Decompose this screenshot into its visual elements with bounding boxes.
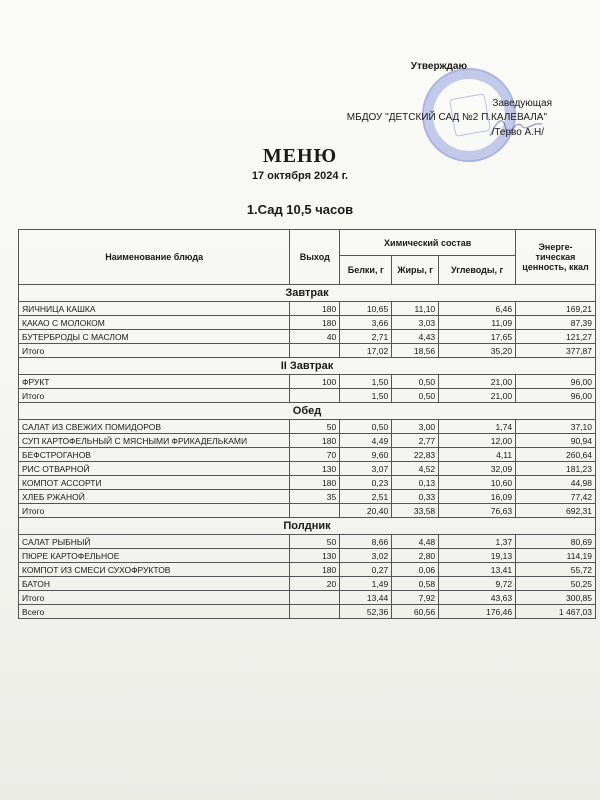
- dish-name: СУП КАРТОФЕЛЬНЫЙ С МЯСНЫМИ ФРИКАДЕЛЬКАМИ: [19, 434, 290, 448]
- dish-protein: 3,07: [340, 462, 392, 476]
- dish-energy: 37,10: [516, 420, 596, 434]
- dish-output: 35: [290, 490, 340, 504]
- menu-table-body: [19, 285, 596, 619]
- dish-energy: 55,72: [516, 563, 596, 577]
- total-carbs: 43,63: [439, 591, 516, 605]
- dish-protein: 9,60: [340, 448, 392, 462]
- total-output-empty: [290, 389, 340, 403]
- dish-energy: 96,00: [516, 375, 596, 389]
- dish-protein: 0,27: [340, 563, 392, 577]
- total-output-empty: [290, 591, 340, 605]
- dish-carbs: 1,37: [439, 535, 516, 549]
- dish-carbs: 11,09: [439, 316, 516, 330]
- dish-output: 40: [290, 330, 340, 344]
- dish-fat: 11,10: [392, 302, 439, 316]
- total-label: Итого: [19, 504, 290, 518]
- dish-protein: 3,66: [340, 316, 392, 330]
- dish-fat: 0,58: [392, 577, 439, 591]
- dish-carbs: 4,11: [439, 448, 516, 462]
- grand-total-energy: 1 467,03: [516, 605, 596, 619]
- total-fat: 0,50: [392, 389, 439, 403]
- dish-fat: 4,52: [392, 462, 439, 476]
- table-row: [19, 375, 596, 389]
- dish-output: 180: [290, 302, 340, 316]
- section-header-row: [19, 285, 596, 302]
- dish-energy: 50,25: [516, 577, 596, 591]
- total-carbs: 21,00: [439, 389, 516, 403]
- section-title: II Завтрак: [19, 358, 596, 375]
- section-total-row: [19, 344, 596, 358]
- table-row: [19, 563, 596, 577]
- header-dish-name: Наименование блюда: [19, 230, 290, 285]
- table-row: [19, 535, 596, 549]
- dish-energy: 121,27: [516, 330, 596, 344]
- dish-carbs: 17,65: [439, 330, 516, 344]
- dish-output: 180: [290, 476, 340, 490]
- dish-protein: 0,50: [340, 420, 392, 434]
- table-row: [19, 476, 596, 490]
- dish-output: 50: [290, 420, 340, 434]
- dish-fat: 22,83: [392, 448, 439, 462]
- dish-fat: 3,03: [392, 316, 439, 330]
- dish-name: ПЮРЕ КАРТОФЕЛЬНОЕ: [19, 549, 290, 563]
- total-energy: 377,87: [516, 344, 596, 358]
- dish-carbs: 21,00: [439, 375, 516, 389]
- dish-carbs: 6,46: [439, 302, 516, 316]
- dish-carbs: 12,00: [439, 434, 516, 448]
- grand-total-label: Всего: [19, 605, 290, 619]
- dish-output: 70: [290, 448, 340, 462]
- dish-energy: 181,23: [516, 462, 596, 476]
- dish-fat: 3,00: [392, 420, 439, 434]
- dish-carbs: 16,09: [439, 490, 516, 504]
- dish-name: КОМПОТ АССОРТИ: [19, 476, 290, 490]
- table-row: [19, 490, 596, 504]
- approval-signatory: /Терво А.Н/: [491, 127, 544, 138]
- dish-name: КОМПОТ ИЗ СМЕСИ СУХОФРУКТОВ: [19, 563, 290, 577]
- dish-fat: 0,06: [392, 563, 439, 577]
- section-header-row: [19, 403, 596, 420]
- total-energy: 96,00: [516, 389, 596, 403]
- total-label: Итого: [19, 344, 290, 358]
- approval-heading: Утверждаю: [410, 61, 467, 72]
- dish-energy: 87,39: [516, 316, 596, 330]
- dish-name: САЛАТ РЫБНЫЙ: [19, 535, 290, 549]
- dish-protein: 2,71: [340, 330, 392, 344]
- total-carbs: 35,20: [439, 344, 516, 358]
- dish-name: САЛАТ ИЗ СВЕЖИХ ПОМИДОРОВ: [19, 420, 290, 434]
- total-protein: 17,02: [340, 344, 392, 358]
- section-total-row: [19, 591, 596, 605]
- total-fat: 33,58: [392, 504, 439, 518]
- dish-fat: 2,80: [392, 549, 439, 563]
- dish-output: 130: [290, 549, 340, 563]
- total-protein: 13,44: [340, 591, 392, 605]
- dish-energy: 90,94: [516, 434, 596, 448]
- table-row: [19, 420, 596, 434]
- total-label: Итого: [19, 389, 290, 403]
- total-carbs: 76,63: [439, 504, 516, 518]
- group-label: 1.Сад 10,5 часов: [246, 202, 354, 217]
- section-title: Обед: [19, 403, 596, 420]
- header-energy: Энерге-тическая ценность, ккал: [516, 230, 596, 285]
- dish-output: 130: [290, 462, 340, 476]
- dish-fat: 0,33: [392, 490, 439, 504]
- table-row: [19, 549, 596, 563]
- dish-protein: 1,50: [340, 375, 392, 389]
- grand-total-carbs: 176,46: [439, 605, 516, 619]
- dish-protein: 8,66: [340, 535, 392, 549]
- dish-protein: 4,49: [340, 434, 392, 448]
- dish-energy: 114,19: [516, 549, 596, 563]
- dish-name: БЕФСТРОГАНОВ: [19, 448, 290, 462]
- header-fat: Жиры, г: [392, 256, 439, 285]
- dish-energy: 169,21: [516, 302, 596, 316]
- total-fat: 7,92: [392, 591, 439, 605]
- section-title: Полдник: [19, 518, 596, 535]
- total-energy: 300,85: [516, 591, 596, 605]
- grand-total-row: [19, 605, 596, 619]
- header-chemical-composition: Химический состав: [340, 230, 516, 256]
- section-total-row: [19, 389, 596, 403]
- menu-date: 17 октября 2024 г.: [251, 170, 349, 182]
- dish-protein: 2,51: [340, 490, 392, 504]
- table-row: [19, 462, 596, 476]
- grand-total-fat: 60,56: [392, 605, 439, 619]
- dish-carbs: 19,13: [439, 549, 516, 563]
- total-protein: 20,40: [340, 504, 392, 518]
- total-energy: 692,31: [516, 504, 596, 518]
- dish-fat: 4,48: [392, 535, 439, 549]
- section-header-row: [19, 358, 596, 375]
- section-header-row: [19, 518, 596, 535]
- dish-output: 20: [290, 577, 340, 591]
- dish-protein: 3,02: [340, 549, 392, 563]
- dish-output: 50: [290, 535, 340, 549]
- grand-total-protein: 52,36: [340, 605, 392, 619]
- dish-name: БАТОН: [19, 577, 290, 591]
- header-protein: Белки, г: [340, 256, 392, 285]
- dish-carbs: 9,72: [439, 577, 516, 591]
- dish-output: 180: [290, 563, 340, 577]
- table-row: [19, 330, 596, 344]
- dish-protein: 0,23: [340, 476, 392, 490]
- total-label: Итого: [19, 591, 290, 605]
- dish-carbs: 13,41: [439, 563, 516, 577]
- dish-energy: 80,69: [516, 535, 596, 549]
- menu-table: [18, 229, 596, 619]
- dish-fat: 4,43: [392, 330, 439, 344]
- dish-protein: 1,49: [340, 577, 392, 591]
- dish-fat: 0,50: [392, 375, 439, 389]
- dish-carbs: 1,74: [439, 420, 516, 434]
- dish-name: БУТЕРБРОДЫ С МАСЛОМ: [19, 330, 290, 344]
- approval-organization: МБДОУ "ДЕТСКИЙ САД №2 П.КАЛЕВАЛА": [346, 112, 547, 123]
- section-total-row: [19, 504, 596, 518]
- dish-name: КАКАО С МОЛОКОМ: [19, 316, 290, 330]
- total-fat: 18,56: [392, 344, 439, 358]
- dish-output: 180: [290, 316, 340, 330]
- table-row: [19, 316, 596, 330]
- header-output: Выход: [290, 230, 340, 285]
- table-row: [19, 448, 596, 462]
- dish-energy: 44,98: [516, 476, 596, 490]
- dish-output: 100: [290, 375, 340, 389]
- dish-name: РИС ОТВАРНОЙ: [19, 462, 290, 476]
- table-row: [19, 302, 596, 316]
- grand-total-output-empty: [290, 605, 340, 619]
- dish-output: 180: [290, 434, 340, 448]
- table-row: [19, 434, 596, 448]
- dish-fat: 0,13: [392, 476, 439, 490]
- total-output-empty: [290, 504, 340, 518]
- table-row: [19, 577, 596, 591]
- dish-energy: 260,64: [516, 448, 596, 462]
- dish-fat: 2,77: [392, 434, 439, 448]
- section-title: Завтрак: [19, 285, 596, 302]
- dish-name: ЯИЧНИЦА КАШКА: [19, 302, 290, 316]
- dish-name: ХЛЕБ РЖАНОЙ: [19, 490, 290, 504]
- approval-position: Заведующая: [492, 98, 552, 109]
- dish-name: ФРУКТ: [19, 375, 290, 389]
- dish-carbs: 32,09: [439, 462, 516, 476]
- dish-protein: 10,65: [340, 302, 392, 316]
- dish-energy: 77,42: [516, 490, 596, 504]
- header-carbs: Углеводы, г: [439, 256, 516, 285]
- total-output-empty: [290, 344, 340, 358]
- dish-carbs: 10,60: [439, 476, 516, 490]
- document-title: МЕНЮ: [262, 145, 338, 167]
- total-protein: 1,50: [340, 389, 392, 403]
